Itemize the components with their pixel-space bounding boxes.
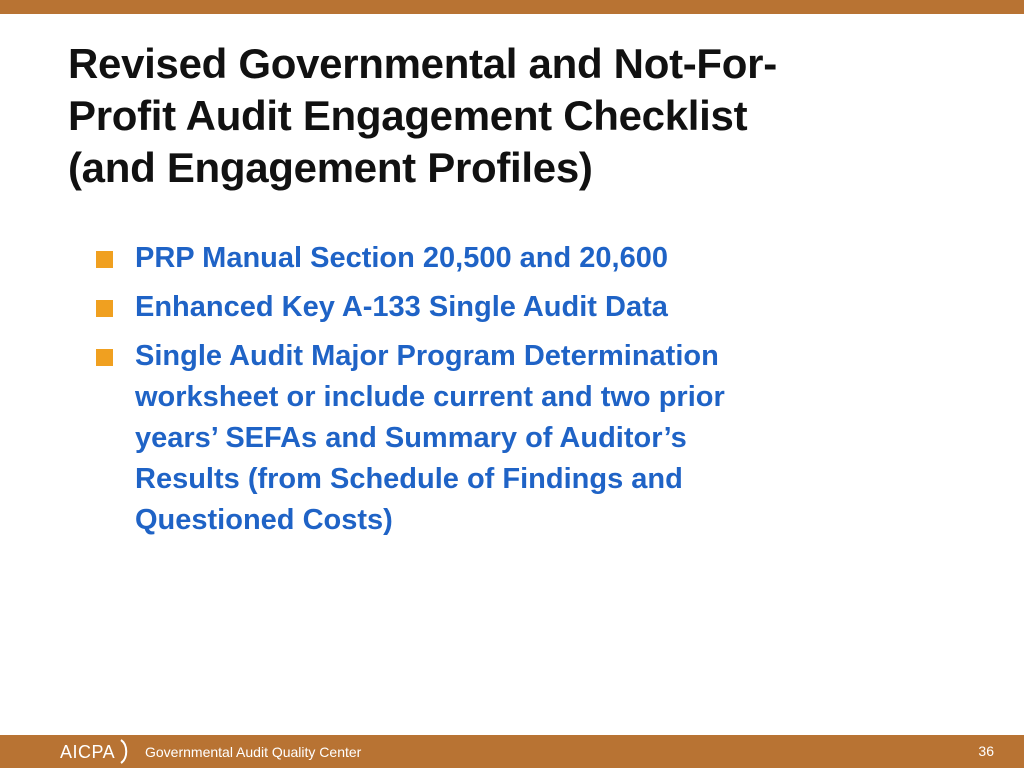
bullet-line: worksheet or include current and two prior — [135, 381, 725, 413]
bullet-text — [135, 287, 856, 328]
bullet-line: PRP Manual Section 20,500 and 20,600 — [135, 242, 668, 274]
logo-bracket-icon — [118, 738, 132, 765]
bullet-text — [135, 336, 856, 541]
footer-center-name: Governmental Audit Quality Center — [145, 744, 362, 760]
square-bullet-icon — [96, 251, 113, 268]
square-bullet-icon — [96, 300, 113, 317]
bullet-text — [135, 238, 856, 279]
bullet-item — [96, 238, 856, 279]
title-line: (and Engagement Profiles) — [68, 144, 593, 191]
bullet-list — [96, 238, 856, 549]
bullet-line: Results (from Schedule of Findings and — [135, 463, 683, 495]
bullet-item — [96, 287, 856, 328]
footer-bar — [0, 735, 1024, 768]
square-bullet-icon — [96, 349, 113, 366]
title-line: Revised Governmental and Not-For- — [68, 40, 777, 87]
slide-title — [68, 38, 928, 194]
page-number: 36 — [978, 743, 994, 759]
bullet-line: Enhanced Key A-133 Single Audit Data — [135, 291, 668, 323]
bullet-item — [96, 336, 856, 541]
logo-text: AICPA — [60, 742, 116, 762]
bullet-line: Single Audit Major Program Determination — [135, 340, 719, 372]
title-line: Profit Audit Engagement Checklist — [68, 92, 748, 139]
bullet-line: Questioned Costs) — [135, 504, 393, 536]
top-accent-bar — [0, 0, 1024, 14]
bullet-line: years’ SEFAs and Summary of Auditor’s — [135, 422, 687, 454]
aicpa-logo — [60, 738, 136, 766]
